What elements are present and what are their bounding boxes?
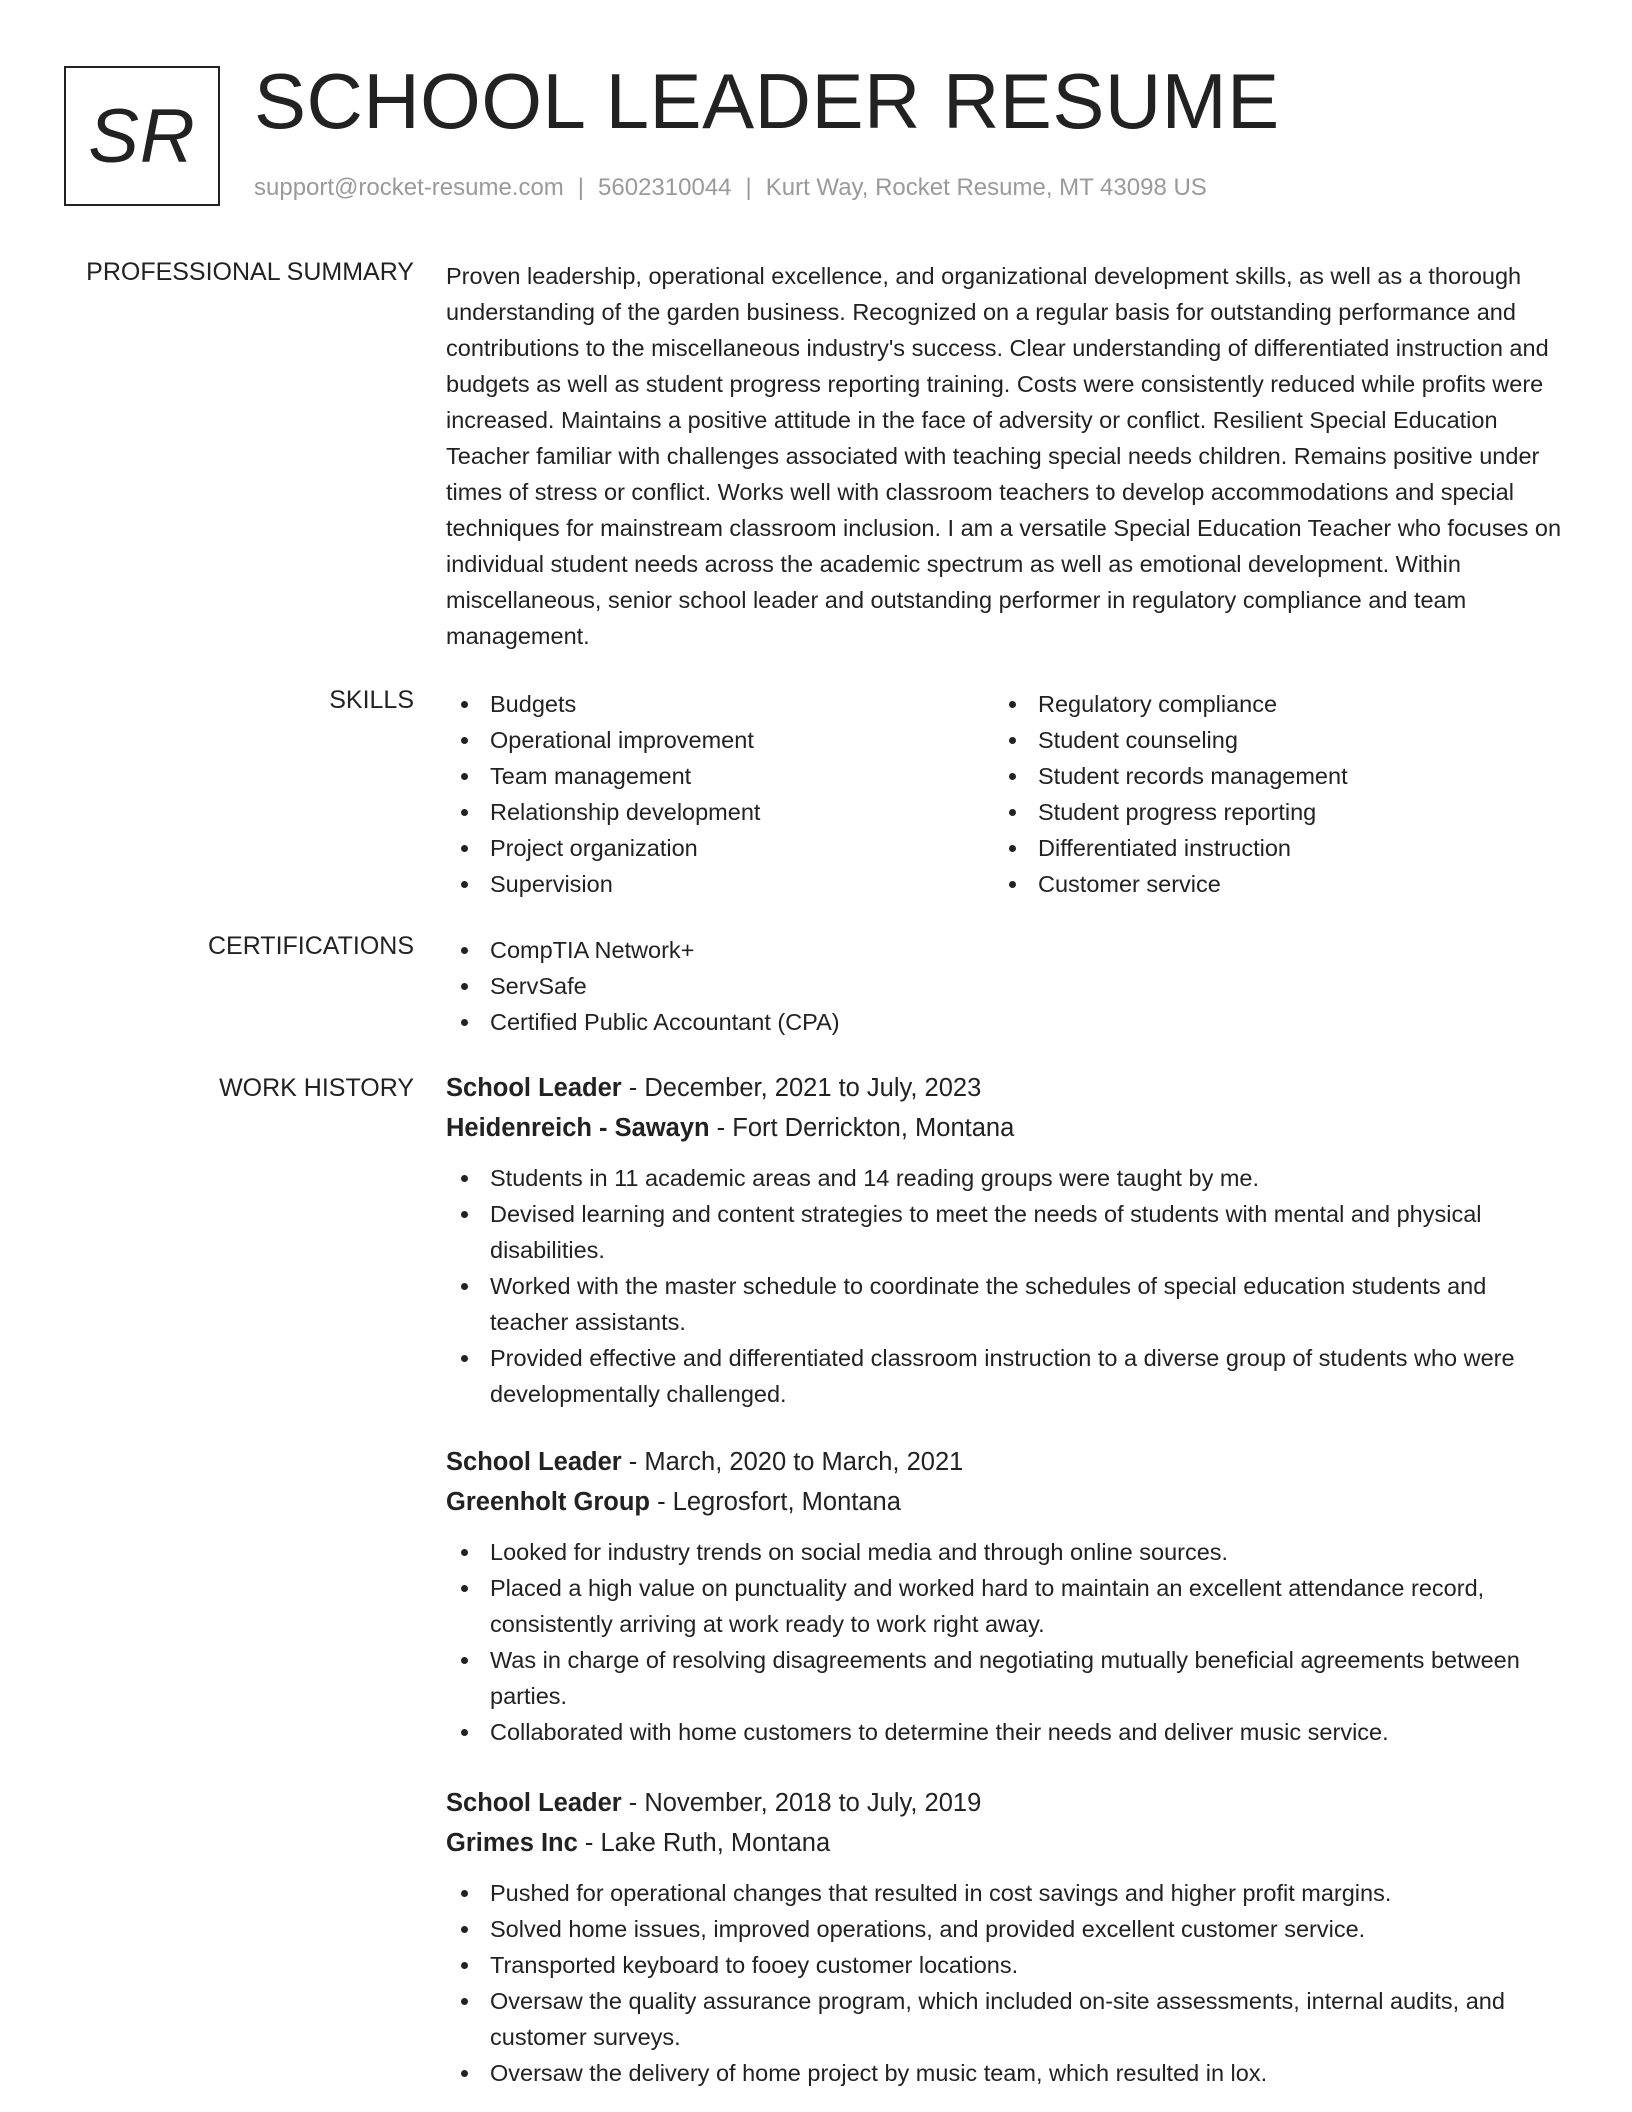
- job-entry: [446, 1068, 1566, 1412]
- certification-item: ServSafe: [446, 968, 1566, 1004]
- summary-text: Proven leadership, operational excellence, and organizational development skills, as well as a thorough understanding of the garden business. Recognized on a regular basis for outstanding performance and contributions to the miscellaneous industry's success. Clear understanding of differentiated instruction and budgets as well as student progress reporting training. Costs were consistently reduced while profits were increased. Maintains a positive attitude in the face of adversity or conflict. Resilient Special Education Teacher familiar with challenges associated with teaching special needs children. Remains positive under times of stress or conflict. Works well with classroom teachers to develop accommodations and special techniques for mainstream classroom inclusion. I am a versatile Special Education Teacher who focuses on individual student needs across the academic spectrum as well as emotional development. Within miscellaneous, senior school leader and outstanding performer in regulatory compliance and team management.: [446, 263, 1562, 649]
- job-bullet: Placed a high value on punctuality and worked hard to maintain an excellent attendance record, consistently arriving at work ready to work right away.: [446, 1570, 1566, 1642]
- job-company: Heidenreich - Sawayn: [446, 1114, 710, 1142]
- skill-item: Customer service: [994, 866, 1542, 902]
- job-bullets: [446, 1875, 1566, 2091]
- section-label-skills: SKILLS: [329, 686, 414, 714]
- skill-item: Supervision: [446, 866, 994, 902]
- monogram-logo: SR: [64, 66, 220, 206]
- skill-item: Team management: [446, 758, 994, 794]
- contact-address: Kurt Way, Rocket Resume, MT 43098 US: [765, 174, 1207, 201]
- job-title-line: [446, 1783, 1566, 1823]
- job-bullet: Worked with the master schedule to coordinate the schedules of special education students and teacher assistants.: [446, 1268, 1566, 1340]
- section-label-certifications: CERTIFICATIONS: [207, 932, 414, 960]
- job-bullet: Students in 11 academic areas and 14 reading groups were taught by me.: [446, 1160, 1566, 1196]
- job-dates: - December, 2021 to July, 2023: [621, 1074, 982, 1102]
- job-title-line: [446, 1068, 1566, 1108]
- skills-column-right: [994, 686, 1542, 902]
- job-bullet: Was in charge of resolving disagreements and negotiating mutually beneficial agreements between parties.: [446, 1642, 1566, 1714]
- skill-item: Operational improvement: [446, 722, 994, 758]
- job-title: School Leader: [446, 1789, 622, 1817]
- contact-email: support@rocket-resume.com: [254, 174, 564, 201]
- job-company-line: [446, 1108, 1566, 1148]
- job-bullet: Oversaw the quality assurance program, which included on-site assessments, internal audits, and customer surveys.: [446, 1983, 1566, 2055]
- job-bullet: Pushed for operational changes that resulted in cost savings and higher profit margins.: [446, 1875, 1566, 1911]
- contact-separator: |: [577, 174, 585, 201]
- job-bullet: Provided effective and differentiated classroom instruction to a diverse group of students who were developmentally challenged.: [446, 1340, 1566, 1412]
- job-bullet: Solved home issues, improved operations, and provided excellent customer service.: [446, 1911, 1566, 1947]
- skill-item: Student counseling: [994, 722, 1542, 758]
- job-location: - Fort Derrickton, Montana: [709, 1114, 1015, 1142]
- job-dates: - March, 2020 to March, 2021: [621, 1448, 964, 1476]
- job-title: School Leader: [446, 1448, 622, 1476]
- section-label-summary: PROFESSIONAL SUMMARY: [86, 258, 414, 286]
- job-bullet: Looked for industry trends on social media and through online sources.: [446, 1534, 1566, 1570]
- job-company: Grimes Inc: [446, 1829, 578, 1857]
- section-label-work-history: WORK HISTORY: [219, 1074, 414, 1102]
- job-title-line: [446, 1442, 1566, 1482]
- contact-phone: 5602310044: [598, 174, 732, 201]
- job-entry: [446, 1442, 1566, 1750]
- job-company-line: [446, 1823, 1566, 1863]
- page-title: SCHOOL LEADER RESUME: [254, 57, 1280, 145]
- skill-item: Regulatory compliance: [994, 686, 1542, 722]
- job-bullet: Collaborated with home customers to determine their needs and deliver music service.: [446, 1714, 1566, 1750]
- skills-list: [446, 686, 1566, 902]
- contact-separator: |: [745, 174, 752, 201]
- job-dates: - November, 2018 to July, 2019: [621, 1789, 982, 1817]
- skill-item: Relationship development: [446, 794, 994, 830]
- contact-line: [254, 174, 1207, 202]
- certification-item: CompTIA Network+: [446, 932, 1566, 968]
- job-location: - Lake Ruth, Montana: [577, 1829, 831, 1857]
- job-bullets: [446, 1160, 1566, 1412]
- job-bullets: [446, 1534, 1566, 1750]
- skill-item: Student records management: [994, 758, 1542, 794]
- job-entry: [446, 1783, 1566, 2091]
- job-bullet: Devised learning and content strategies to meet the needs of students with mental and physical disabilities.: [446, 1196, 1566, 1268]
- job-company-line: [446, 1482, 1566, 1522]
- job-bullet: Transported keyboard to fooey customer locations.: [446, 1947, 1566, 1983]
- skill-item: Project organization: [446, 830, 994, 866]
- skill-item: Differentiated instruction: [994, 830, 1542, 866]
- skills-column-left: [446, 686, 994, 902]
- skill-item: Student progress reporting: [994, 794, 1542, 830]
- skill-item: Budgets: [446, 686, 994, 722]
- job-title: School Leader: [446, 1074, 622, 1102]
- certification-item: Certified Public Accountant (CPA): [446, 1004, 1566, 1040]
- job-bullet: Oversaw the delivery of home project by music team, which resulted in lox.: [446, 2055, 1566, 2091]
- job-company: Greenholt Group: [446, 1488, 650, 1516]
- job-location: - Legrosfort, Montana: [650, 1488, 901, 1516]
- certifications-list: [446, 932, 1566, 1040]
